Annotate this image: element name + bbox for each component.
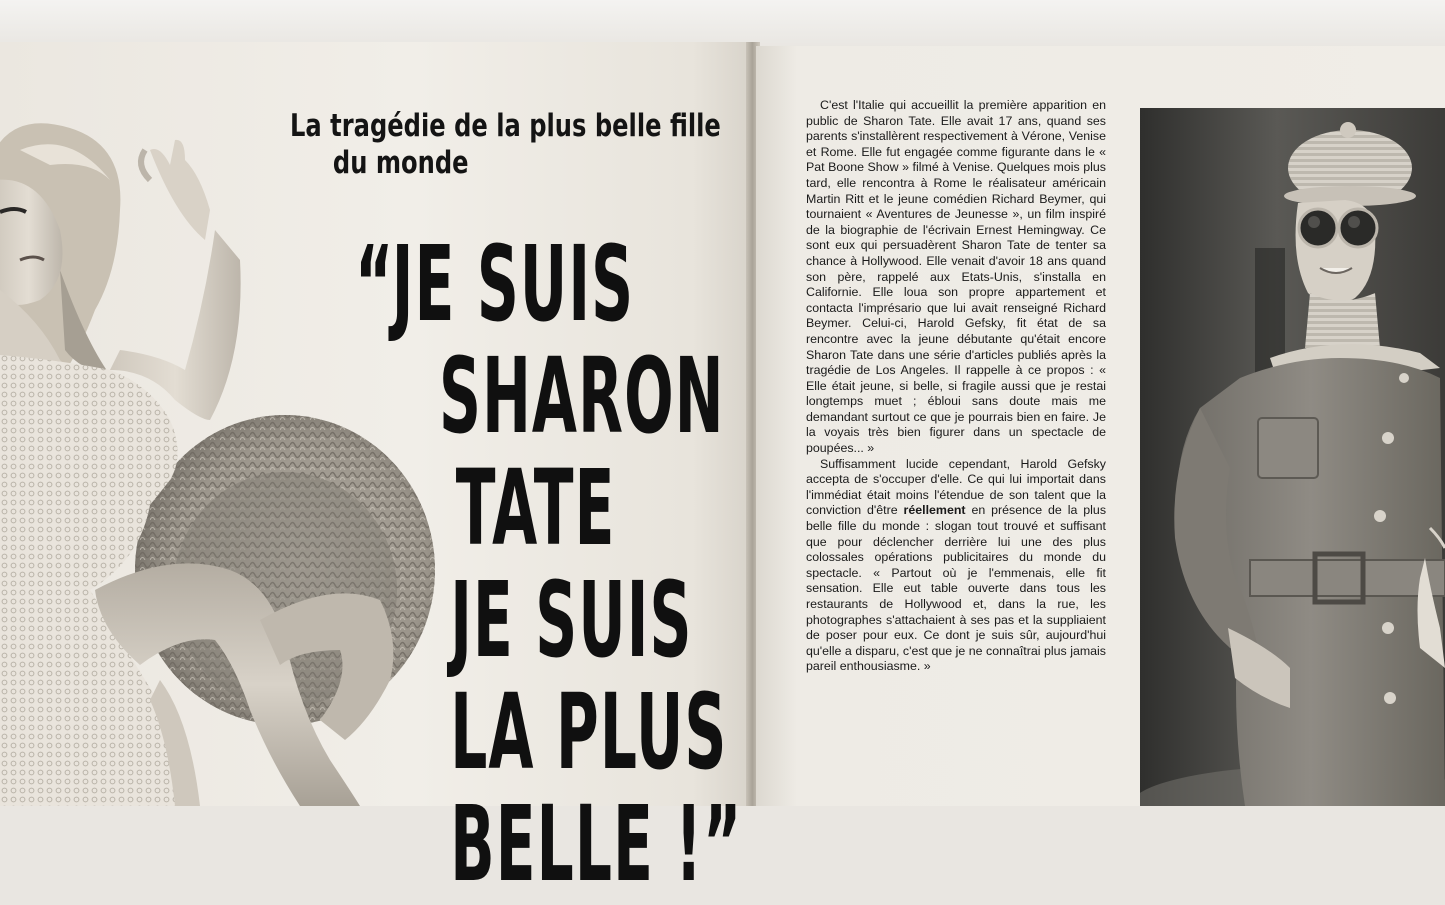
- article-paragraph-1: C'est l'Italie qui accueillit la première apparition en public de Sharon Tate. Elle avait 17 ans, quand ses parents s'installèrent respectivement à Vérone, Venise et Rome. Elle fut engagée comme figurante dans le « Pat Boone Show » filmé à Venise. Quelques mois plus tard, elle rencontra à Rome le réalisateur américain Martin Ritt et le jeune comédien Richard Beymer, qui tournaient « Aventures de Jeunesse », un film inspiré de la biographie de l'écrivain Ernest Hemingway. Ce sont eux qui persuadèrent Sharon Tate de tenter sa chance à Hollywood. Elle venait d'avoir 18 ans quand son père, rappelé aux Etats-Unis, s'installa en Californie. Elle loua son propre appartement et contacta l'imprésario que lui avait renseigné Richard Beymer. Celui-ci, Harold Gefsky, fit état de sa rencontre avec la jeune débutante qu'était encore Sharon Tate dans une série d'articles publiés après la tragédie de Los Angeles. Il rappelle à ce propos : « Elle était jeune, si belle, si fragile aussi que je restai longtemps muet ; ébloui sans doute mais me demandant surtout ce que je pourrais bien en faire. Je la voyais très bien figurer dans un spectacle de poupées... »: [806, 98, 1106, 456]
- right-page: [756, 46, 1445, 806]
- quote-line-1: “JE SUIS: [355, 223, 635, 345]
- article-body: [806, 98, 1106, 675]
- paragraph-2-text-a: Suffisamment lucide cependant, Harold Gefsky accepta de s'occuper d'elle. Ce qui lui importait dans l'immédiat était moins l'étendue de son talent que la conviction d'être: [806, 456, 1106, 518]
- article-paragraph-2: [806, 457, 1106, 675]
- quote-line-2: SHARON: [439, 335, 725, 457]
- quote-line-3: TATE: [455, 447, 616, 569]
- quote-headline: [355, 223, 743, 905]
- paragraph-2-text-b: en présence de la plus belle fille du monde : slogan tout trouvé et suffisant que pour déclencher derrière lui une des plus colossales opérations publicitaires du monde du spectacle. « Partout où je l'emmenais, elle fit sensation. Elle eut table ouverte dans tous les restaurants de Hollywood et, dans la rue, les photographes s'attachaient à ses pas et la suppliaient de poser pour eux. Ce dont je suis sûr, aujourd'hui qu'elle a disparu, c'est que je ne connaîtrai plus jamais pareil enthousiasme. »: [806, 503, 1107, 674]
- quote-line-5: LA PLUS: [450, 671, 728, 793]
- sharon-tate-fashion-photo: [1140, 108, 1445, 806]
- quote-line-6: BELLE !”: [450, 783, 743, 905]
- kicker-line-2: du monde: [332, 145, 469, 181]
- emphasis-reellement: réellement: [903, 503, 966, 518]
- kicker-line-1: La tragédie de la plus belle fille: [290, 108, 721, 144]
- quote-line-4: JE SUIS: [450, 559, 693, 681]
- article-kicker: [290, 108, 721, 182]
